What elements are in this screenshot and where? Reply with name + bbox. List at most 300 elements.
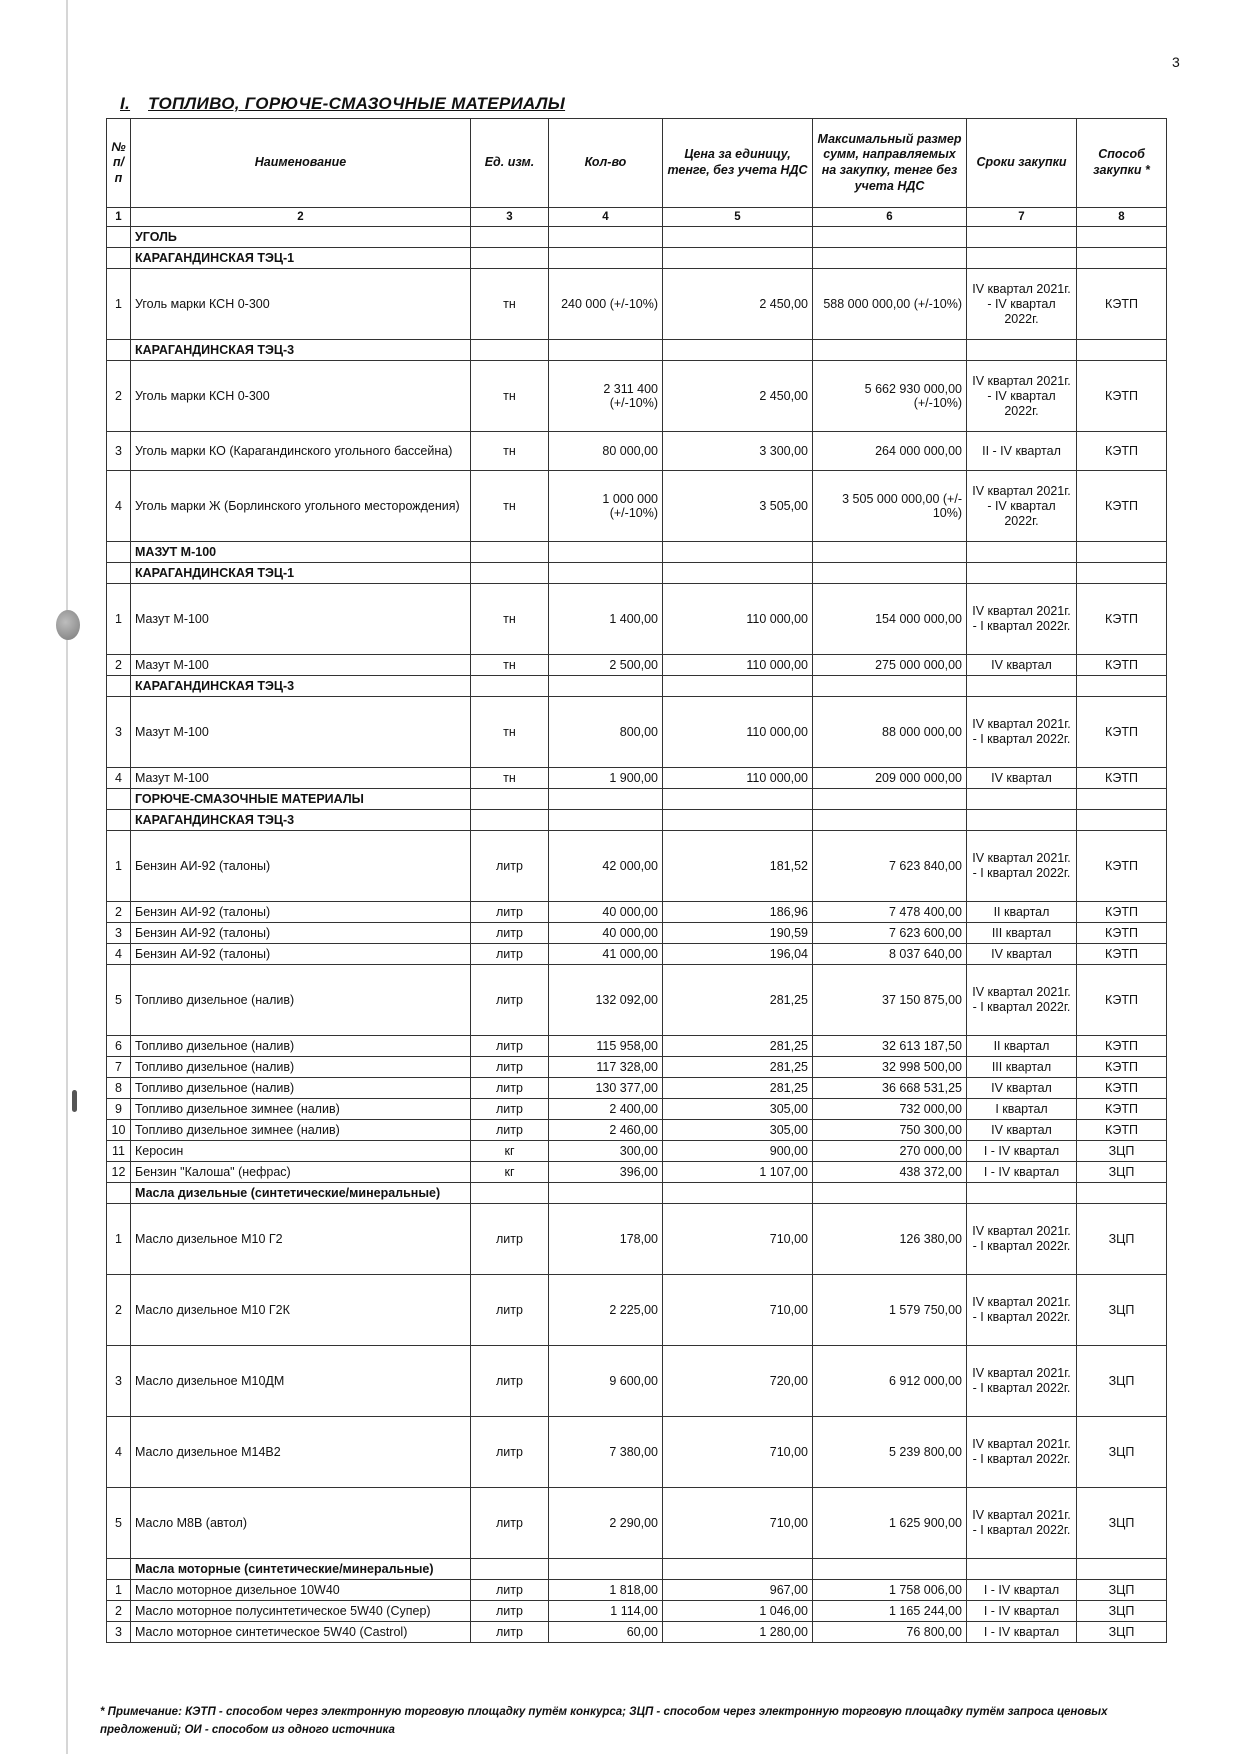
table-row bbox=[107, 269, 1167, 340]
scan-edge-shadow bbox=[66, 0, 68, 1754]
blank-cell bbox=[813, 810, 967, 831]
blank-cell bbox=[967, 563, 1077, 584]
max-sum-cell: 1 625 900,00 bbox=[813, 1488, 967, 1559]
row-number: 5 bbox=[107, 1488, 131, 1559]
row-number: 3 bbox=[107, 1346, 131, 1417]
blank-cell bbox=[813, 1183, 967, 1204]
row-number: 4 bbox=[107, 471, 131, 542]
quantity-cell: 1 900,00 bbox=[549, 768, 663, 789]
procurement-method-cell: КЭТП bbox=[1077, 902, 1167, 923]
unit-price-cell: 2 450,00 bbox=[663, 269, 813, 340]
procurement-term-cell: I - IV квартал bbox=[967, 1162, 1077, 1183]
column-number-row bbox=[107, 208, 1167, 227]
item-name: Бензин АИ-92 (талоны) bbox=[131, 923, 471, 944]
row-number: 3 bbox=[107, 923, 131, 944]
blank-cell bbox=[1077, 542, 1167, 563]
punch-hole-mark bbox=[56, 610, 80, 640]
blank-cell bbox=[549, 542, 663, 563]
unit-price-cell: 305,00 bbox=[663, 1099, 813, 1120]
table-row bbox=[107, 1099, 1167, 1120]
procurement-method-cell: ЗЦП bbox=[1077, 1275, 1167, 1346]
procurement-method-cell: КЭТП bbox=[1077, 768, 1167, 789]
quantity-cell: 1 114,00 bbox=[549, 1601, 663, 1622]
quantity-cell: 132 092,00 bbox=[549, 965, 663, 1036]
blank-cell bbox=[549, 810, 663, 831]
procurement-term-cell: IV квартал 2021г. - I квартал 2022г. bbox=[967, 1488, 1077, 1559]
procurement-method-cell: КЭТП bbox=[1077, 655, 1167, 676]
procurement-term-cell: IV квартал 2021г. - IV квартал 2022г. bbox=[967, 361, 1077, 432]
blank-cell bbox=[549, 227, 663, 248]
item-name: Топливо дизельное зимнее (налив) bbox=[131, 1120, 471, 1141]
section-header-row bbox=[107, 542, 1167, 563]
max-sum-cell: 6 912 000,00 bbox=[813, 1346, 967, 1417]
footnote: * Примечание: КЭТП - способом через электронную торговую площадку путём конкурса; ЗЦП - способом через электронную торговую площадку путём запроса ценовых предложений; ОИ - способом из одного источника bbox=[100, 1706, 1108, 1736]
section-label: Масла дизельные (синтетические/минеральные) bbox=[131, 1183, 471, 1204]
max-sum-cell: 5 662 930 000,00 (+/-10%) bbox=[813, 361, 967, 432]
blank-cell bbox=[813, 1559, 967, 1580]
procurement-method-cell: КЭТП bbox=[1077, 1120, 1167, 1141]
blank-cell bbox=[107, 789, 131, 810]
unit-cell: литр bbox=[471, 1417, 549, 1488]
unit-price-cell: 110 000,00 bbox=[663, 655, 813, 676]
section-label: Масла моторные (синтетические/минеральные) bbox=[131, 1559, 471, 1580]
unit-cell: литр bbox=[471, 1099, 549, 1120]
unit-cell: литр bbox=[471, 1580, 549, 1601]
procurement-term-cell: IV квартал 2021г. - IV квартал 2022г. bbox=[967, 269, 1077, 340]
blank-cell bbox=[549, 789, 663, 810]
item-name: Масло дизельное М10 Г2К bbox=[131, 1275, 471, 1346]
procurement-method-cell: ЗЦП bbox=[1077, 1346, 1167, 1417]
blank-cell bbox=[813, 542, 967, 563]
max-sum-cell: 37 150 875,00 bbox=[813, 965, 967, 1036]
unit-cell: тн bbox=[471, 269, 549, 340]
item-name: Бензин "Калоша" (нефрас) bbox=[131, 1162, 471, 1183]
unit-price-cell: 305,00 bbox=[663, 1120, 813, 1141]
item-name: Уголь марки КСН 0-300 bbox=[131, 361, 471, 432]
column-number: 7 bbox=[967, 208, 1077, 227]
unit-cell: литр bbox=[471, 1488, 549, 1559]
item-name: Масло дизельное М14В2 bbox=[131, 1417, 471, 1488]
section-header-row bbox=[107, 1183, 1167, 1204]
section-label: КАРАГАНДИНСКАЯ ТЭЦ-3 bbox=[131, 676, 471, 697]
item-name: Уголь марки КО (Карагандинского угольного бассейна) bbox=[131, 432, 471, 471]
item-name: Топливо дизельное (налив) bbox=[131, 1036, 471, 1057]
procurement-term-cell: IV квартал 2021г. - I квартал 2022г. bbox=[967, 965, 1077, 1036]
column-number: 3 bbox=[471, 208, 549, 227]
blank-cell bbox=[471, 676, 549, 697]
quantity-cell: 300,00 bbox=[549, 1141, 663, 1162]
unit-cell: литр bbox=[471, 923, 549, 944]
blank-cell bbox=[471, 810, 549, 831]
quantity-cell: 2 225,00 bbox=[549, 1275, 663, 1346]
unit-price-cell: 967,00 bbox=[663, 1580, 813, 1601]
unit-price-cell: 281,25 bbox=[663, 1057, 813, 1078]
unit-price-cell: 710,00 bbox=[663, 1275, 813, 1346]
blank-cell bbox=[1077, 248, 1167, 269]
row-number: 11 bbox=[107, 1141, 131, 1162]
row-number: 1 bbox=[107, 269, 131, 340]
blank-cell bbox=[813, 676, 967, 697]
item-name: Топливо дизельное зимнее (налив) bbox=[131, 1099, 471, 1120]
punch-hole-mark bbox=[72, 1090, 77, 1112]
max-sum-cell: 36 668 531,25 bbox=[813, 1078, 967, 1099]
section-label: МАЗУТ М-100 bbox=[131, 542, 471, 563]
procurement-term-cell: IV квартал bbox=[967, 1120, 1077, 1141]
blank-cell bbox=[107, 248, 131, 269]
item-name: Мазут М-100 bbox=[131, 768, 471, 789]
unit-cell: литр bbox=[471, 1346, 549, 1417]
max-sum-cell: 7 623 600,00 bbox=[813, 923, 967, 944]
blank-cell bbox=[967, 789, 1077, 810]
quantity-cell: 41 000,00 bbox=[549, 944, 663, 965]
unit-cell: литр bbox=[471, 1601, 549, 1622]
header-terms: Сроки закупки bbox=[967, 119, 1077, 208]
blank-cell bbox=[471, 248, 549, 269]
unit-cell: тн bbox=[471, 471, 549, 542]
table-row bbox=[107, 1204, 1167, 1275]
row-number: 9 bbox=[107, 1099, 131, 1120]
quantity-cell: 800,00 bbox=[549, 697, 663, 768]
item-name: Бензин АИ-92 (талоны) bbox=[131, 944, 471, 965]
header-max-sum: Максимальный размер сумм, направляемых на закупку, тенге без учета НДС bbox=[813, 119, 967, 208]
max-sum-cell: 88 000 000,00 bbox=[813, 697, 967, 768]
procurement-term-cell: IV квартал bbox=[967, 944, 1077, 965]
blank-cell bbox=[663, 340, 813, 361]
row-number: 1 bbox=[107, 1204, 131, 1275]
procurement-method-cell: ЗЦП bbox=[1077, 1204, 1167, 1275]
blank-cell bbox=[1077, 789, 1167, 810]
blank-cell bbox=[663, 1559, 813, 1580]
blank-cell bbox=[549, 340, 663, 361]
quantity-cell: 2 290,00 bbox=[549, 1488, 663, 1559]
unit-price-cell: 281,25 bbox=[663, 1078, 813, 1099]
quantity-cell: 2 311 400 (+/-10%) bbox=[549, 361, 663, 432]
table-row bbox=[107, 1417, 1167, 1488]
quantity-cell: 178,00 bbox=[549, 1204, 663, 1275]
section-label: КАРАГАНДИНСКАЯ ТЭЦ-3 bbox=[131, 810, 471, 831]
blank-cell bbox=[663, 248, 813, 269]
section-header-row bbox=[107, 1559, 1167, 1580]
table-row bbox=[107, 768, 1167, 789]
max-sum-cell: 8 037 640,00 bbox=[813, 944, 967, 965]
unit-cell: литр bbox=[471, 831, 549, 902]
header-price: Цена за единицу, тенге, без учета НДС bbox=[663, 119, 813, 208]
procurement-method-cell: КЭТП bbox=[1077, 361, 1167, 432]
quantity-cell: 1 400,00 bbox=[549, 584, 663, 655]
quantity-cell: 115 958,00 bbox=[549, 1036, 663, 1057]
quantity-cell: 40 000,00 bbox=[549, 923, 663, 944]
unit-price-cell: 3 505,00 bbox=[663, 471, 813, 542]
blank-cell bbox=[663, 227, 813, 248]
column-number: 2 bbox=[131, 208, 471, 227]
row-number: 1 bbox=[107, 584, 131, 655]
blank-cell bbox=[967, 1183, 1077, 1204]
item-name: Мазут М-100 bbox=[131, 655, 471, 676]
row-number: 2 bbox=[107, 1275, 131, 1346]
row-number: 1 bbox=[107, 831, 131, 902]
row-number: 2 bbox=[107, 361, 131, 432]
section-title-text: ТОПЛИВО, ГОРЮЧЕ-СМАЗОЧНЫЕ МАТЕРИАЛЫ bbox=[148, 94, 566, 113]
row-number: 5 bbox=[107, 965, 131, 1036]
blank-cell bbox=[1077, 563, 1167, 584]
procurement-term-cell: IV квартал 2021г. - IV квартал 2022г. bbox=[967, 471, 1077, 542]
blank-cell bbox=[967, 542, 1077, 563]
row-number: 3 bbox=[107, 1622, 131, 1643]
page-number: 3 bbox=[1172, 54, 1180, 70]
blank-cell bbox=[1077, 810, 1167, 831]
row-number: 2 bbox=[107, 1601, 131, 1622]
unit-price-cell: 1 046,00 bbox=[663, 1601, 813, 1622]
unit-cell: литр bbox=[471, 1204, 549, 1275]
unit-price-cell: 281,25 bbox=[663, 965, 813, 1036]
header-num: № п/п bbox=[107, 119, 131, 208]
table-body bbox=[107, 227, 1167, 1643]
procurement-term-cell: IV квартал bbox=[967, 768, 1077, 789]
unit-cell: литр bbox=[471, 1078, 549, 1099]
max-sum-cell: 275 000 000,00 bbox=[813, 655, 967, 676]
item-name: Топливо дизельное (налив) bbox=[131, 1057, 471, 1078]
unit-cell: тн bbox=[471, 584, 549, 655]
section-header-row bbox=[107, 227, 1167, 248]
quantity-cell: 2 500,00 bbox=[549, 655, 663, 676]
item-name: Масло дизельное М10ДМ bbox=[131, 1346, 471, 1417]
procurement-term-cell: IV квартал 2021г. - I квартал 2022г. bbox=[967, 697, 1077, 768]
header-qty: Кол-во bbox=[549, 119, 663, 208]
procurement-method-cell: КЭТП bbox=[1077, 269, 1167, 340]
blank-cell bbox=[663, 1183, 813, 1204]
row-number: 4 bbox=[107, 768, 131, 789]
unit-price-cell: 710,00 bbox=[663, 1417, 813, 1488]
blank-cell bbox=[107, 542, 131, 563]
quantity-cell: 9 600,00 bbox=[549, 1346, 663, 1417]
procurement-term-cell: II - IV квартал bbox=[967, 432, 1077, 471]
max-sum-cell: 76 800,00 bbox=[813, 1622, 967, 1643]
quantity-cell: 80 000,00 bbox=[549, 432, 663, 471]
item-name: Масло дизельное М10 Г2 bbox=[131, 1204, 471, 1275]
table-row bbox=[107, 361, 1167, 432]
table-row bbox=[107, 1078, 1167, 1099]
header-name: Наименование bbox=[131, 119, 471, 208]
section-header-row bbox=[107, 340, 1167, 361]
procurement-term-cell: IV квартал 2021г. - I квартал 2022г. bbox=[967, 1417, 1077, 1488]
max-sum-cell: 7 478 400,00 bbox=[813, 902, 967, 923]
procurement-method-cell: КЭТП bbox=[1077, 1078, 1167, 1099]
table-row bbox=[107, 1057, 1167, 1078]
max-sum-cell: 1 758 006,00 bbox=[813, 1580, 967, 1601]
section-header-row bbox=[107, 563, 1167, 584]
blank-cell bbox=[967, 810, 1077, 831]
blank-cell bbox=[471, 227, 549, 248]
table-row bbox=[107, 1120, 1167, 1141]
unit-price-cell: 181,52 bbox=[663, 831, 813, 902]
procurement-method-cell: КЭТП bbox=[1077, 432, 1167, 471]
item-name: Масло моторное синтетическое 5W40 (Castrol) bbox=[131, 1622, 471, 1643]
section-header-row bbox=[107, 248, 1167, 269]
row-number: 4 bbox=[107, 1417, 131, 1488]
item-name: Масло моторное дизельное 10W40 bbox=[131, 1580, 471, 1601]
procurement-term-cell: I - IV квартал bbox=[967, 1622, 1077, 1643]
blank-cell bbox=[1077, 1559, 1167, 1580]
blank-cell bbox=[967, 227, 1077, 248]
procurement-table bbox=[106, 118, 1167, 1643]
item-name: Бензин АИ-92 (талоны) bbox=[131, 902, 471, 923]
procurement-method-cell: КЭТП bbox=[1077, 1099, 1167, 1120]
procurement-method-cell: ЗЦП bbox=[1077, 1417, 1167, 1488]
section-label: КАРАГАНДИНСКАЯ ТЭЦ-1 bbox=[131, 563, 471, 584]
blank-cell bbox=[107, 340, 131, 361]
quantity-cell: 130 377,00 bbox=[549, 1078, 663, 1099]
procurement-method-cell: КЭТП bbox=[1077, 584, 1167, 655]
procurement-term-cell: III квартал bbox=[967, 1057, 1077, 1078]
table-row bbox=[107, 1275, 1167, 1346]
row-number: 3 bbox=[107, 432, 131, 471]
unit-cell: литр bbox=[471, 965, 549, 1036]
unit-cell: литр bbox=[471, 1275, 549, 1346]
unit-price-cell: 281,25 bbox=[663, 1036, 813, 1057]
blank-cell bbox=[813, 340, 967, 361]
blank-cell bbox=[1077, 1183, 1167, 1204]
blank-cell bbox=[1077, 227, 1167, 248]
unit-price-cell: 720,00 bbox=[663, 1346, 813, 1417]
procurement-term-cell: I - IV квартал bbox=[967, 1601, 1077, 1622]
unit-cell: литр bbox=[471, 1036, 549, 1057]
blank-cell bbox=[663, 676, 813, 697]
max-sum-cell: 270 000,00 bbox=[813, 1141, 967, 1162]
procurement-term-cell: I квартал bbox=[967, 1099, 1077, 1120]
item-name: Масло М8В (автол) bbox=[131, 1488, 471, 1559]
max-sum-cell: 750 300,00 bbox=[813, 1120, 967, 1141]
procurement-method-cell: ЗЦП bbox=[1077, 1580, 1167, 1601]
row-number: 3 bbox=[107, 697, 131, 768]
procurement-term-cell: I - IV квартал bbox=[967, 1141, 1077, 1162]
unit-cell: литр bbox=[471, 902, 549, 923]
section-roman-numeral: I. bbox=[120, 94, 131, 113]
blank-cell bbox=[549, 1183, 663, 1204]
procurement-method-cell: КЭТП bbox=[1077, 697, 1167, 768]
quantity-cell: 2 460,00 bbox=[549, 1120, 663, 1141]
blank-cell bbox=[549, 1559, 663, 1580]
table-row bbox=[107, 584, 1167, 655]
blank-cell bbox=[471, 340, 549, 361]
procurement-term-cell: IV квартал 2021г. - I квартал 2022г. bbox=[967, 1275, 1077, 1346]
max-sum-cell: 1 165 244,00 bbox=[813, 1601, 967, 1622]
blank-cell bbox=[471, 542, 549, 563]
max-sum-cell: 3 505 000 000,00 (+/- 10%) bbox=[813, 471, 967, 542]
table-row bbox=[107, 1346, 1167, 1417]
procurement-method-cell: ЗЦП bbox=[1077, 1488, 1167, 1559]
quantity-cell: 1 000 000 (+/-10%) bbox=[549, 471, 663, 542]
unit-cell: тн bbox=[471, 655, 549, 676]
quantity-cell: 40 000,00 bbox=[549, 902, 663, 923]
unit-price-cell: 110 000,00 bbox=[663, 584, 813, 655]
unit-cell: тн bbox=[471, 361, 549, 432]
quantity-cell: 240 000 (+/-10%) bbox=[549, 269, 663, 340]
procurement-term-cell: IV квартал 2021г. - I квартал 2022г. bbox=[967, 1346, 1077, 1417]
row-number: 8 bbox=[107, 1078, 131, 1099]
column-number: 5 bbox=[663, 208, 813, 227]
blank-cell bbox=[1077, 676, 1167, 697]
blank-cell bbox=[107, 1183, 131, 1204]
header-method: Способ закупки * bbox=[1077, 119, 1167, 208]
unit-cell: тн bbox=[471, 768, 549, 789]
unit-cell: литр bbox=[471, 1057, 549, 1078]
unit-price-cell: 3 300,00 bbox=[663, 432, 813, 471]
table-row bbox=[107, 1488, 1167, 1559]
table-row bbox=[107, 965, 1167, 1036]
blank-cell bbox=[107, 227, 131, 248]
max-sum-cell: 154 000 000,00 bbox=[813, 584, 967, 655]
unit-price-cell: 196,04 bbox=[663, 944, 813, 965]
max-sum-cell: 588 000 000,00 (+/-10%) bbox=[813, 269, 967, 340]
table-row bbox=[107, 1162, 1167, 1183]
table-row bbox=[107, 1622, 1167, 1643]
column-number: 6 bbox=[813, 208, 967, 227]
blank-cell bbox=[471, 563, 549, 584]
unit-price-cell: 110 000,00 bbox=[663, 768, 813, 789]
procurement-method-cell: КЭТП bbox=[1077, 965, 1167, 1036]
blank-cell bbox=[813, 248, 967, 269]
item-name: Топливо дизельное (налив) bbox=[131, 1078, 471, 1099]
unit-price-cell: 710,00 bbox=[663, 1488, 813, 1559]
unit-price-cell: 710,00 bbox=[663, 1204, 813, 1275]
table-row bbox=[107, 655, 1167, 676]
quantity-cell: 1 818,00 bbox=[549, 1580, 663, 1601]
section-label: УГОЛЬ bbox=[131, 227, 471, 248]
unit-cell: литр bbox=[471, 1622, 549, 1643]
blank-cell bbox=[813, 563, 967, 584]
item-name: Уголь марки КСН 0-300 bbox=[131, 269, 471, 340]
blank-cell bbox=[813, 227, 967, 248]
table-header-row bbox=[107, 119, 1167, 208]
row-number: 1 bbox=[107, 1580, 131, 1601]
unit-price-cell: 190,59 bbox=[663, 923, 813, 944]
unit-cell: тн bbox=[471, 697, 549, 768]
blank-cell bbox=[967, 248, 1077, 269]
blank-cell bbox=[471, 1183, 549, 1204]
unit-cell: кг bbox=[471, 1141, 549, 1162]
column-number: 1 bbox=[107, 208, 131, 227]
table-row bbox=[107, 1141, 1167, 1162]
procurement-term-cell: III квартал bbox=[967, 923, 1077, 944]
section-header-row bbox=[107, 789, 1167, 810]
section-title bbox=[120, 94, 565, 114]
max-sum-cell: 5 239 800,00 bbox=[813, 1417, 967, 1488]
table-row bbox=[107, 1601, 1167, 1622]
procurement-term-cell: IV квартал 2021г. - I квартал 2022г. bbox=[967, 584, 1077, 655]
row-number: 6 bbox=[107, 1036, 131, 1057]
unit-cell: кг bbox=[471, 1162, 549, 1183]
row-number: 10 bbox=[107, 1120, 131, 1141]
procurement-method-cell: ЗЦП bbox=[1077, 1141, 1167, 1162]
item-name: Топливо дизельное (налив) bbox=[131, 965, 471, 1036]
quantity-cell: 2 400,00 bbox=[549, 1099, 663, 1120]
procurement-term-cell: IV квартал 2021г. - I квартал 2022г. bbox=[967, 831, 1077, 902]
quantity-cell: 7 380,00 bbox=[549, 1417, 663, 1488]
blank-cell bbox=[107, 563, 131, 584]
max-sum-cell: 209 000 000,00 bbox=[813, 768, 967, 789]
blank-cell bbox=[549, 248, 663, 269]
procurement-method-cell: КЭТП bbox=[1077, 1057, 1167, 1078]
row-number: 4 bbox=[107, 944, 131, 965]
table-row bbox=[107, 944, 1167, 965]
unit-price-cell: 1 280,00 bbox=[663, 1622, 813, 1643]
blank-cell bbox=[663, 810, 813, 831]
section-label: КАРАГАНДИНСКАЯ ТЭЦ-1 bbox=[131, 248, 471, 269]
table-row bbox=[107, 697, 1167, 768]
section-label: КАРАГАНДИНСКАЯ ТЭЦ-3 bbox=[131, 340, 471, 361]
blank-cell bbox=[549, 676, 663, 697]
blank-cell bbox=[549, 563, 663, 584]
